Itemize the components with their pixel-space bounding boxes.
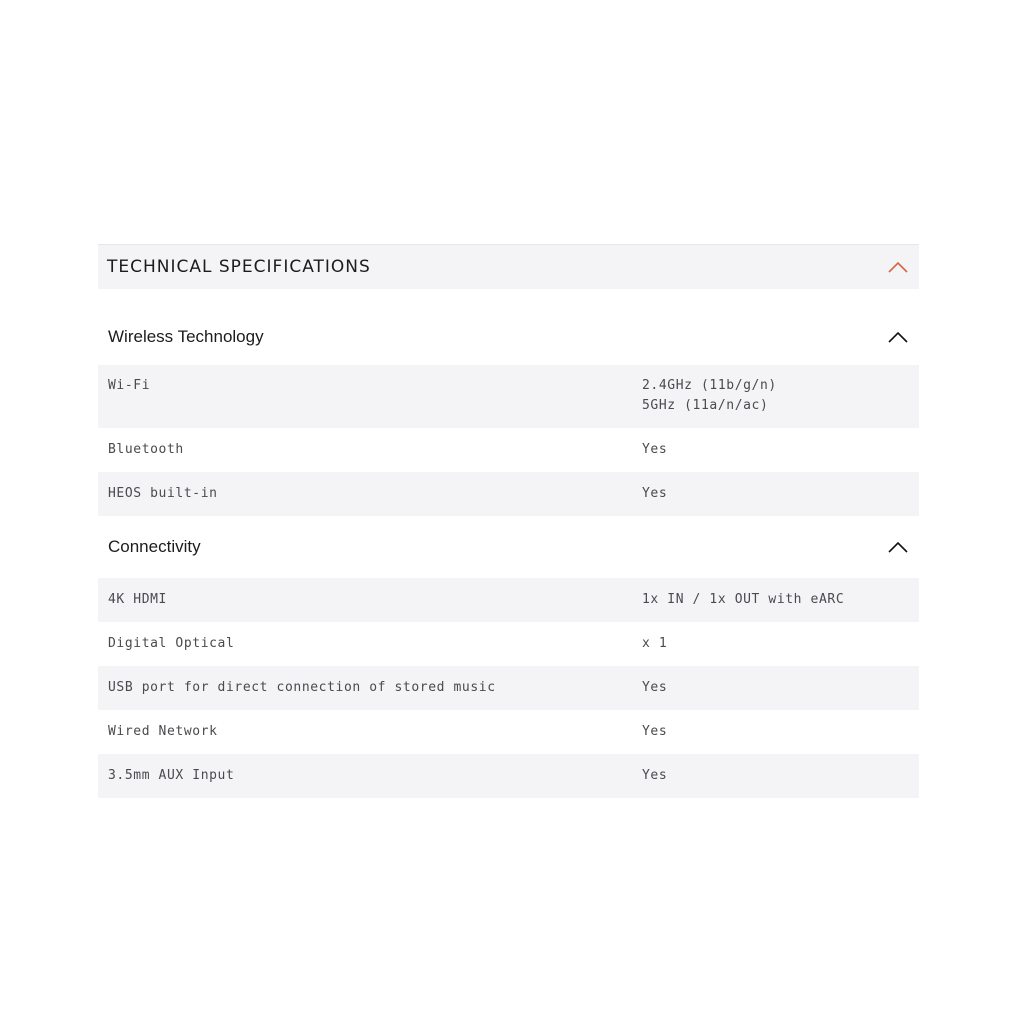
technical-specifications-panel bbox=[98, 244, 919, 798]
spec-row-aux-input bbox=[98, 754, 919, 798]
spec-value: Yes bbox=[642, 680, 668, 695]
spec-label: HEOS built-in bbox=[108, 486, 218, 501]
section-header-connectivity[interactable] bbox=[98, 516, 919, 578]
chevron-up-icon[interactable] bbox=[887, 330, 909, 344]
spec-label: Digital Optical bbox=[108, 636, 235, 651]
spec-row-bluetooth bbox=[98, 428, 919, 472]
spec-value: 1x IN / 1x OUT with eARC bbox=[642, 592, 845, 607]
spec-label: 4K HDMI bbox=[108, 592, 167, 607]
spec-row-digital-optical bbox=[98, 622, 919, 666]
chevron-up-icon[interactable] bbox=[887, 540, 909, 554]
spec-label: USB port for direct connection of stored music bbox=[108, 680, 496, 695]
spacer bbox=[98, 289, 919, 309]
spec-label: Wi-Fi bbox=[108, 378, 151, 393]
spec-value: x 1 bbox=[642, 636, 668, 651]
spec-row-usb-port bbox=[98, 666, 919, 710]
spec-row-wi-fi bbox=[98, 365, 919, 428]
spec-value-line: 2.4GHz (11b/g/n) bbox=[642, 378, 777, 393]
section-header-wireless-technology[interactable] bbox=[98, 309, 919, 365]
spec-label: Bluetooth bbox=[108, 442, 184, 457]
chevron-up-icon[interactable] bbox=[887, 260, 909, 274]
section-title: Wireless Technology bbox=[108, 327, 264, 346]
technical-specifications-header[interactable] bbox=[98, 244, 919, 289]
spec-row-wired-network bbox=[98, 710, 919, 754]
technical-specifications-title: TECHNICAL SPECIFICATIONS bbox=[107, 257, 371, 277]
spec-label: 3.5mm AUX Input bbox=[108, 768, 235, 783]
spec-value: Yes bbox=[642, 724, 668, 739]
spec-value: Yes bbox=[642, 768, 668, 783]
spec-value-line: 5GHz (11a/n/ac) bbox=[642, 398, 769, 413]
spec-value: Yes bbox=[642, 486, 668, 501]
section-title: Connectivity bbox=[108, 537, 201, 556]
spec-row-4k-hdmi bbox=[98, 578, 919, 622]
spec-label: Wired Network bbox=[108, 724, 218, 739]
spec-row-heos-built-in bbox=[98, 472, 919, 516]
spec-value bbox=[642, 376, 909, 416]
spec-value: Yes bbox=[642, 442, 668, 457]
